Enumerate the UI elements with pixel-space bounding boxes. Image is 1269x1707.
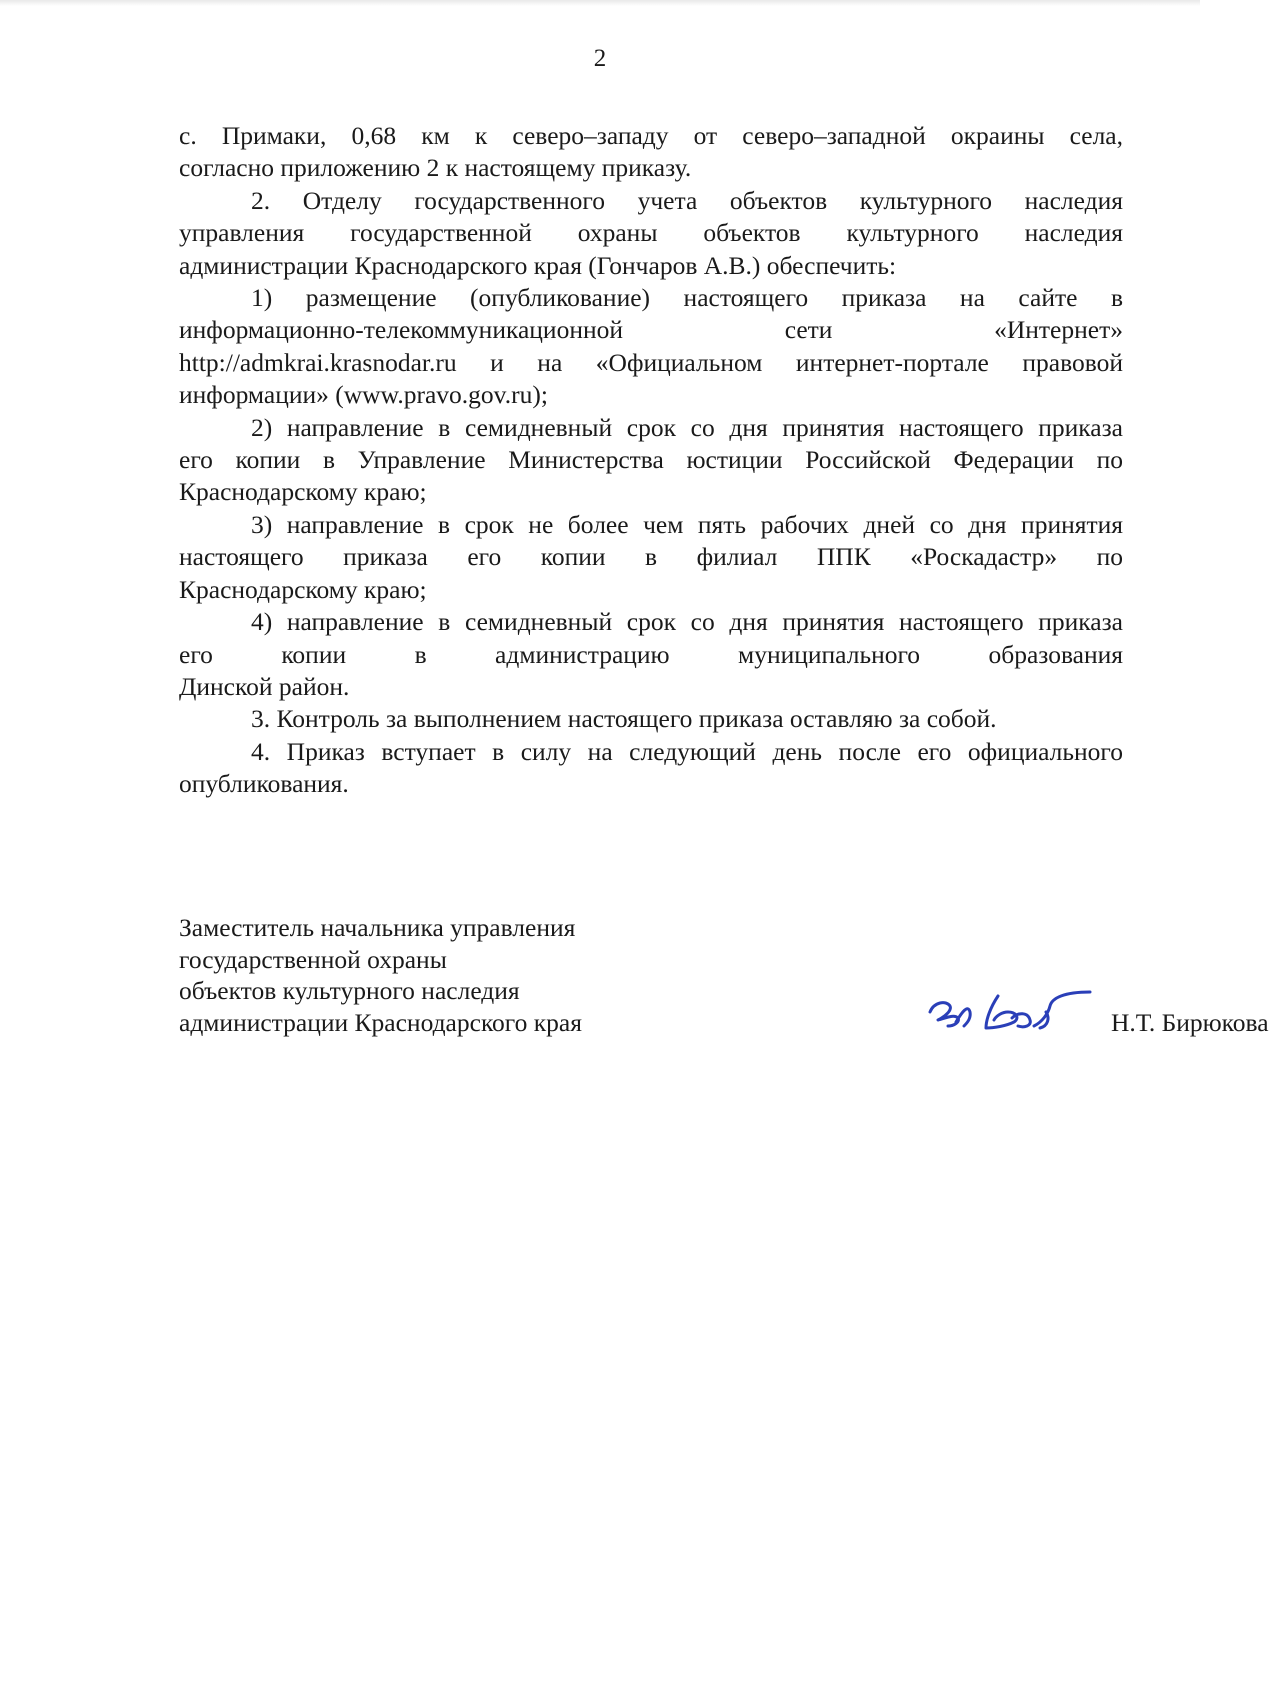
text-line: настоящего приказа его копии в филиал ППК «Роскадастр» по bbox=[179, 542, 1123, 572]
scan-edge-shadow bbox=[0, 0, 1200, 6]
text-line: информационно-телекоммуникационной сети «Интернет» bbox=[179, 315, 1123, 345]
paragraph-subitem-3 bbox=[179, 509, 1123, 606]
paragraph-item-3 bbox=[179, 703, 1123, 735]
signatory-name: Н.Т. Бирюкова bbox=[1111, 1007, 1269, 1037]
handwritten-signature bbox=[924, 982, 1104, 1042]
paragraph-subitem-2 bbox=[179, 412, 1123, 509]
paragraph-item-4 bbox=[179, 736, 1123, 801]
signature-strokes bbox=[930, 992, 1090, 1028]
signatory-position-line: государственной охраны bbox=[179, 944, 447, 974]
paragraph-subitem-4 bbox=[179, 606, 1123, 703]
text-line: опубликования. bbox=[179, 769, 349, 799]
text-line: Динской район. bbox=[179, 671, 350, 701]
text-line: 3. Контроль за выполнением настоящего приказа оставляю за собой. bbox=[251, 704, 997, 734]
text-line: 1) размещение (опубликование) настоящего приказа на сайте в bbox=[251, 283, 1123, 313]
signatory-position-line: объектов культурного наследия bbox=[179, 976, 520, 1005]
signature-block bbox=[179, 912, 1269, 1038]
text-line: администрации Краснодарского края (Гончаров А.В.) обеспечить: bbox=[179, 250, 897, 280]
text-line: 4) направление в семидневный срок со дня принятия настоящего приказа bbox=[251, 607, 1123, 637]
text-line: 4. Приказ вступает в силу на следующий день после его официального bbox=[251, 736, 1123, 766]
text-line: согласно приложению 2 к настоящему приказу. bbox=[179, 153, 692, 183]
text-line: информации» (www.pravo.gov.ru); bbox=[179, 380, 548, 410]
page-number: 2 bbox=[593, 45, 607, 72]
text-line: Краснодарскому краю; bbox=[179, 477, 427, 507]
text-line: 2. Отделу государственного учета объектов культурного наследия bbox=[251, 185, 1123, 215]
text-line: 3) направление в срок не более чем пять рабочих дней со дня принятия bbox=[251, 509, 1123, 539]
document-body bbox=[179, 120, 1123, 801]
text-line: его копии в Управление Министерства юстиции Российской Федерации по bbox=[179, 445, 1123, 475]
signatory-position-line: Заместитель начальника управления bbox=[179, 913, 576, 942]
paragraph-item-2 bbox=[179, 185, 1123, 282]
text-line: его копии в администрацию муниципального образования bbox=[179, 639, 1123, 669]
text-line: http://admkrai.krasnodar.ru и на «Официальном интернет-портале правовой bbox=[179, 347, 1123, 377]
text-line: управления государственной охраны объектов культурного наследия bbox=[179, 218, 1123, 248]
text-line: 2) направление в семидневный срок со дня принятия настоящего приказа bbox=[251, 412, 1123, 442]
signatory-position-line: администрации Краснодарского края bbox=[179, 1007, 582, 1037]
text-line: с. Примаки, 0,68 км к северо–западу от северо–западной окраины села, bbox=[179, 121, 1123, 150]
text-line: Краснодарскому краю; bbox=[179, 574, 427, 604]
paragraph-continuation bbox=[179, 120, 1123, 185]
paragraph-subitem-1 bbox=[179, 282, 1123, 412]
